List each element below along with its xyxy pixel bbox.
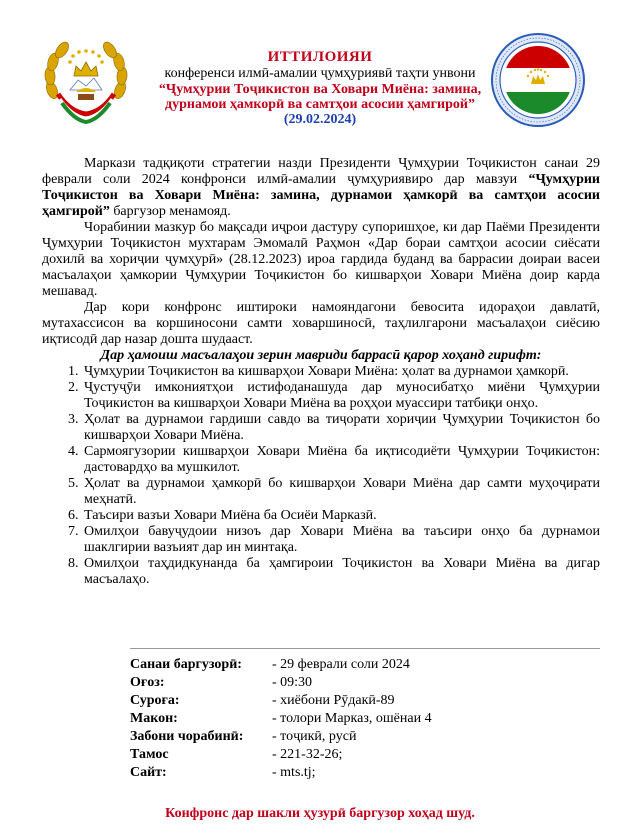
footer-note: Конфронс дар шакли ҳузурӣ баргузор хоҳад шуд.: [165, 806, 475, 821]
purpose-paragraph: Чорабинии мазкур бо мақсади иҷрои дастуру супоришҳое, ки дар Паёми Президенти Ҷумҳурии Тоҷикистон мухтарам Эмомалӣ Раҳмон «Дар бораи самтҳои асосии сиёсати дохилӣ ва хориҷии ҷумҳурӣ» (28.12.2023) ироа гардида буданд ва баррасии доираи васеи масъалаҳои ҳамкории Ҷумҳурии Тоҷикистон бо кишварҳои Ховари Миёна доир карда мешавад.: [42, 220, 600, 299]
agenda-item: 2. Ҷустуҷӯи имкониятҳои истифоданашуда дар муносибатҳо миёни Ҷумҳурии Тоҷикистон ва кишварҳои Ховари Миёна ва роҳҳои муассири татбиқи онҳо.: [82, 380, 600, 412]
document-title: ИТТИЛОИЯИ: [267, 49, 373, 65]
agenda-item: 1. Ҷумҳурии Тоҷикистон ва кишварҳои Ховари Миёна: ҳолат ва дурнамои ҳамкорӣ.: [82, 364, 600, 380]
detail-label: Тамос: [130, 747, 169, 762]
detail-label: Оғоз:: [130, 675, 165, 690]
conference-theme-line1: “Ҷумҳурии Тоҷикистон ва Ховари Миёна: замина,: [158, 82, 482, 97]
conference-theme-bold: “Ҷумҳурии Тоҷикистон ва Ховари Миёна: замина, дурнамои ҳамкорӣ ва самтҳои асосии ҳамгирой”: [42, 172, 600, 219]
agenda-item: 8. Омилҳои таҳдидкунанда ба ҳамгироии Тоҷикистон ва Ховари Миёна ва дигар масъалаҳо.: [82, 556, 600, 588]
table-row: [130, 692, 432, 710]
agenda-item: 7. Омилҳои бавуҷудоии низоъ дар Ховари Миёна ва таъсири онҳо ба дурнамои шаклгирии вазъият дар ин минтақа.: [82, 524, 600, 556]
intro-paragraph: [42, 156, 600, 220]
document-subtitle: конференси илмӣ-амалии ҷумҳуриявӣ таҳти унвони: [164, 66, 476, 81]
detail-label: Сайт:: [130, 765, 167, 780]
document-body: [42, 156, 600, 588]
website-link[interactable]: - mts.tj;: [272, 765, 316, 780]
detail-label: Санаи баргузорӣ:: [130, 657, 242, 672]
conference-theme-line2: дурнамои ҳамкорӣ ва самтҳои асосии ҳамгирой”: [165, 97, 475, 112]
section-divider: [130, 648, 600, 649]
intro-text: баргузор менамояд.: [109, 204, 231, 219]
detail-value: - тоҷикӣ, русӣ: [272, 729, 357, 744]
table-row: [130, 728, 432, 746]
tajikistan-state-emblem-icon: [40, 32, 132, 124]
agenda-item: 3. Ҳолат ва дурнамои гардиши савдо ва тиҷорати хориҷии Ҷумҳурии Тоҷикистон бо кишварҳои Ховари Миёна.: [82, 412, 600, 444]
table-row: [130, 764, 432, 782]
detail-value: - 29 феврали соли 2024: [272, 657, 410, 672]
agenda-item: 4. Сармоягузории кишварҳои Ховари Миёна ба иқтисодиёти Ҷумҳурии Тоҷикистон: дастовардҳо ва мушкилот.: [82, 444, 600, 476]
detail-value: - хиёбони Рӯдакӣ-89: [272, 693, 395, 708]
intro-text: Маркази тадқиқоти стратегии назди Президенти Ҷумҳурии Тоҷикистон санаи 29 феврали соли 2024 конфронси илмӣ-амалии ҷумҳуриявиро дар мавзуи: [42, 156, 600, 187]
table-row: [130, 710, 432, 728]
detail-value: - 221-32-26;: [272, 747, 343, 762]
table-row: [130, 674, 432, 692]
strategic-research-center-seal-icon: [490, 32, 586, 128]
agenda-heading: Дар ҳамоиш масъалаҳои зерин мавриди баррасӣ қарор хоҳанд гирифт:: [100, 348, 542, 363]
conference-date: (29.02.2024): [283, 112, 357, 127]
detail-label: Макон:: [130, 711, 178, 726]
title-block: [130, 48, 510, 128]
participants-paragraph: Дар кори конфронс иштироки намояндагони бевосита идораҳои давлатӣ, мутахассисон ва коршиносони самти ховаршиносӣ, таҳлилгарони масъалаҳои сиёсию иқтисодӣ дар назар дошта шудааст.: [42, 300, 600, 347]
agenda-item: 6. Таъсири вазъи Ховари Миёна ба Осиёи Марказӣ.: [82, 508, 600, 524]
agenda-list: [42, 364, 600, 588]
table-row: [130, 746, 432, 764]
detail-value: - 09:30: [272, 675, 313, 690]
detail-value: - толори Марказ, ошёнаи 4: [272, 711, 432, 726]
table-row: [130, 656, 432, 674]
detail-label: Суроға:: [130, 693, 180, 708]
agenda-item: 5. Ҳолат ва дурнамои ҳамкорӣ бо кишварҳои Ховари Миёна дар самти муҳоҷирати меҳнатӣ.: [82, 476, 600, 508]
event-details-table: [130, 656, 432, 782]
document-header: [0, 0, 640, 150]
detail-label: Забони чорабинӣ:: [130, 729, 244, 744]
